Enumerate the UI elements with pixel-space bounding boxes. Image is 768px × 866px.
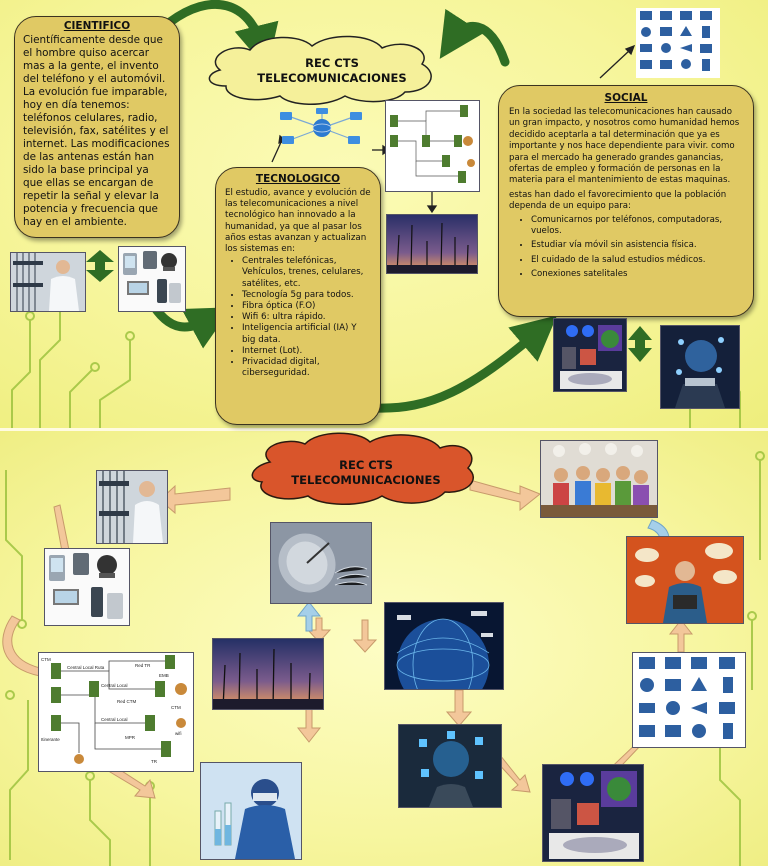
diagram-label-itinerante: Itinerante (41, 737, 60, 742)
telecom-icons-grid-bottom (632, 652, 746, 748)
double-arrow-left (86, 250, 114, 282)
cientifico-title: CIENTIFICO (63, 20, 131, 32)
diagram-label-ctm-2: CTM (171, 705, 181, 710)
list-item: • Comunicarnos por teléfonos, computadoras, vuelos. (531, 215, 743, 238)
list-item: • Privacidad digital, ciberseguridad. (242, 357, 371, 379)
diagram-label-tr: TR (151, 759, 157, 764)
network-diagram-top (385, 100, 480, 192)
list-item: • Wifi 6: ultra rápido. (242, 312, 371, 323)
list-item: • Fibra óptica (F.O) (242, 301, 371, 312)
antennas-photo-top (386, 214, 478, 274)
devices-collage-bottom (44, 548, 130, 626)
list-item: • Centrales telefónicas, Vehículos, trenes, celulares, satélites, etc. (242, 256, 371, 290)
network-globe-icon (276, 108, 368, 148)
top-cloud-title-line1: REC CTS (305, 56, 359, 70)
list-item: • Conexiones satelitales (531, 269, 743, 280)
globe-satellites-photo (384, 602, 504, 690)
diagram-label-central-local-b: Central Local (101, 717, 128, 722)
telecom-icons-grid (636, 8, 720, 78)
social-collage (553, 318, 627, 392)
list-item: • Internet (Lot). (242, 346, 371, 357)
lab-scientist-photo (200, 762, 302, 860)
double-arrow-right (628, 326, 652, 362)
devices-collage (118, 246, 186, 312)
social-title: SOCIAL (604, 92, 648, 104)
network-diagram-bottom (38, 652, 194, 772)
social-intro: En la sociedad las telecomunicaciones han causado un gran impacto, y nosotros como humanidad hemos decidido aceptarla a tal determinación que ya es importante y nos hace dependiente para vivir. como para el mercado ha generado grandes ganancias, ofertas de empleo y formación de personas en la materia para el mantenimiento de estas maquinas. (509, 107, 740, 186)
diagram-label-wifi: wifi (175, 731, 182, 736)
bottom-cloud-title-line1: REC CTS (339, 458, 393, 472)
satellite-dish-photo (270, 522, 372, 604)
bottom-cloud-title (266, 458, 466, 488)
tecnologico-panel (215, 167, 381, 425)
list-item: • Tecnología 5g para todos. (242, 290, 371, 301)
technician-photo-bottom (96, 470, 168, 544)
tecnologico-title: TECNOLOGICO (255, 173, 341, 185)
list-item: • Inteligencia artificial (IA) Y big data. (242, 323, 371, 345)
diagram-label-emb: EMB (159, 673, 169, 678)
social-media-person-photo (626, 536, 744, 624)
social-collage-bottom (542, 764, 644, 862)
antennas-photo-bottom (212, 638, 324, 710)
people-group-photo (540, 440, 658, 518)
list-item: • Estudiar vía móvil sin asistencia física. (531, 240, 743, 251)
cientifico-panel (14, 16, 180, 238)
laptop-person-photo (660, 325, 740, 409)
tecnologico-intro: El estudio, avance y evolución de las telecomunicaciones a nivel tecnológico han innovado a la humanidad, ya que al pasar los años estas avanzan y actualizan los sistemas en: (225, 188, 371, 255)
top-cloud-title (232, 56, 432, 86)
technician-photo (10, 252, 86, 312)
diagram-label-central-local-a: Central Local (101, 683, 128, 688)
social-list (509, 215, 743, 281)
diagram-label-ctm: CTM (41, 657, 51, 662)
diagram-label-mpr: MPR (125, 735, 135, 740)
social-panel (498, 85, 754, 317)
diagram-label-red-tr: Red TR (135, 663, 151, 668)
cientifico-text: Científicamente desde que el hombre quiso acercar mas a la gente, el invento del teléfono y el automóvil. La evolución fue imparable, hoy en día tenemos: teléfonos celulares, radio, televisión, fax, satélites y el internet. Las modificaciones de las antenas están han sido la base principal ya que ellas se encargan de repetir la señal y elevar la potencia y frecuencia que hay en el ambiente. (23, 34, 170, 228)
diagram-label-central-local-ruta: Central Local Ruta (67, 665, 105, 670)
diagram-label-red-ctm: Red CTM (117, 699, 137, 704)
social-intro-2: estas han dado el favorecimiento que la población dependa de un equipo para: (509, 189, 727, 212)
hand-apps-photo (398, 724, 502, 808)
list-item: • El cuidado de la salud estudios médicos. (531, 255, 743, 266)
tecnologico-list (225, 256, 371, 379)
top-cloud-title-line2: TELECOMUNICACIONES (257, 71, 407, 85)
bottom-cloud-title-line2: TELECOMUNICACIONES (291, 473, 441, 487)
